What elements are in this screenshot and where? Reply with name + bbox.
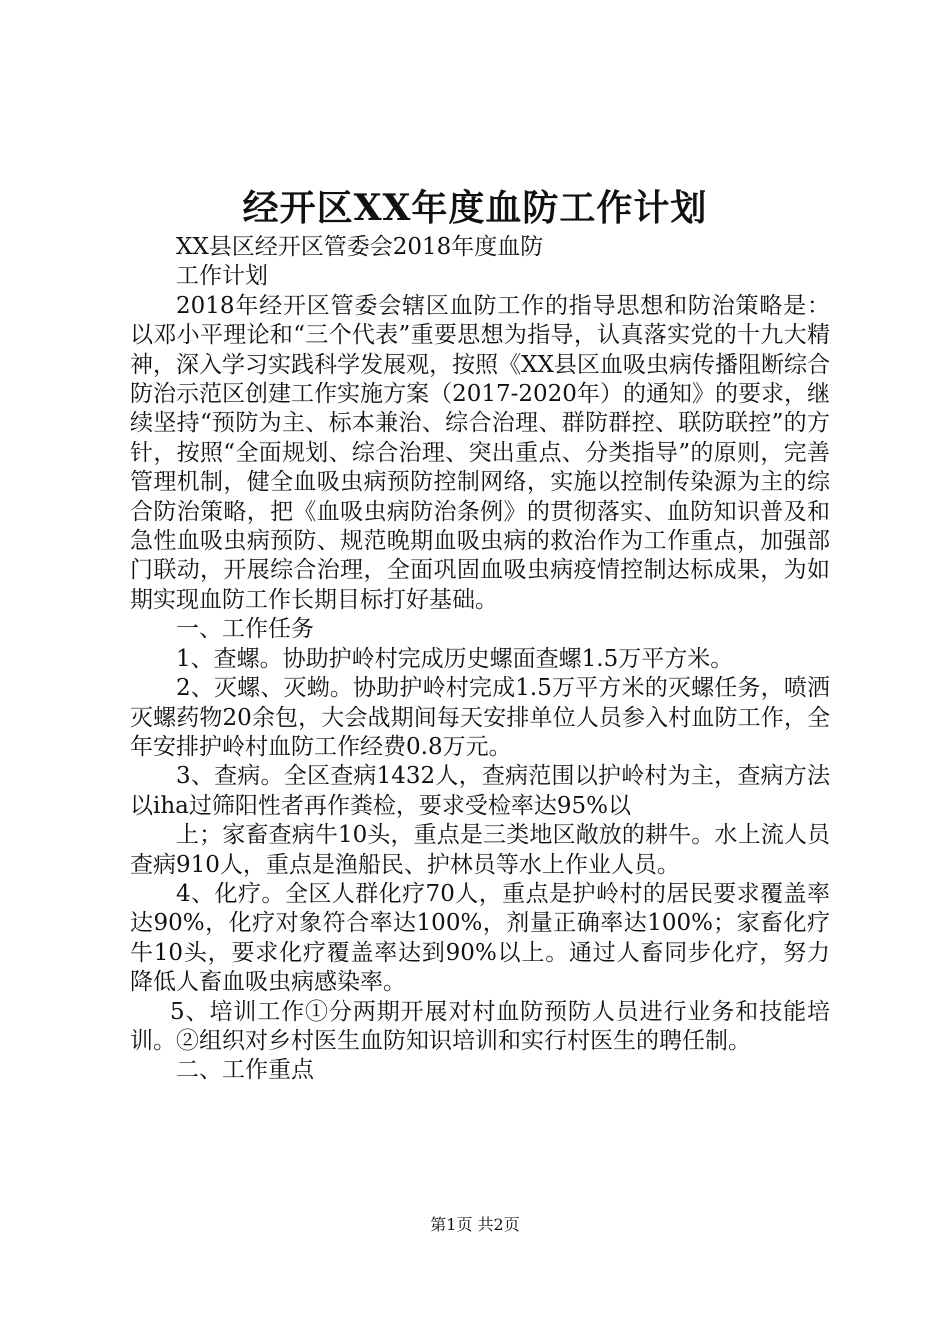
task-disease-screening: 3、查病。全区查病1432人，查病范围以护岭村为主，查病方法以iha过筛阳性者再作粪检，要求受检率达95%以 [130,763,830,819]
task-snail-survey: 1、查螺。协助护岭村完成历史螺面查螺1.5万平方米。 [176,645,734,672]
document-title: 经开区XX年度血防工作计划 [242,187,708,229]
section-heading-tasks: 一、工作任务 [176,616,314,643]
document-body [130,233,830,1086]
paragraph-guiding-principles: 2018年经开区管委会辖区血防工作的指导思想和防治策略是：以邓小平理论和“三个代表”重要思想为指导，认真落实党的十九大精神，深入学习实践科学发展观，按照《XX县区血吸虫病传播阻断综合防治示范区创建工作实施方案（2017-2020年）的通知》的要求，继续坚持“预防为主、标本兼治、综合治理、群防群控、联防联控”的方针，按照“全面规划、综合治理、突出重点、分类指导”的原则，完善管理机制，健全血吸虫病预防控制网络，实施以控制传染源为主的综合防治策略，把《血吸虫病防治条例》的贯彻落实、血防知识普及和急性血吸虫病预防、规范晚期血吸虫病的救治作为工作重点，加强部门联动，开展综合治理，全面巩固血吸虫病疫情控制达标成果，为如期实现血防工作长期目标打好基础。 [130,292,830,613]
task-training: 5、培训工作①分两期开展对村血防预防人员进行业务和技能培训。②组织对乡村医生血防知识培训和实行村医生的聘任制。 [130,998,830,1054]
page-footer: 第1页 共2页 [430,1215,520,1234]
subtitle-line-1: XX县区经开区管委会2018年度血防 [176,234,544,260]
task-snail-control: 2、灭螺、灭蚴。协助护岭村完成1.5万平方米的灭螺任务，喷洒灭螺药物20余包，大会战期间每天安排单位人员参入村血防工作，全年安排护岭村血防工作经费0.8万元。 [130,675,830,760]
task-chemotherapy: 4、化疗。全区人群化疗70人，重点是护岭村的居民要求覆盖率达90%，化疗对象符合率达100%，剂量正确率达100%；家畜化疗牛10头，要求化疗覆盖率达到90%以上。通过人畜同步化疗，努力降低人畜血吸虫病感染率。 [130,880,830,996]
subtitle-line-2: 工作计划 [176,263,268,290]
task-livestock-screening: 上；家畜查病牛10头，重点是三类地区敞放的耕牛。水上流人员查病910人，重点是渔船民、护林员等水上作业人员。 [130,822,830,878]
section-heading-priorities: 二、工作重点 [176,1057,314,1084]
